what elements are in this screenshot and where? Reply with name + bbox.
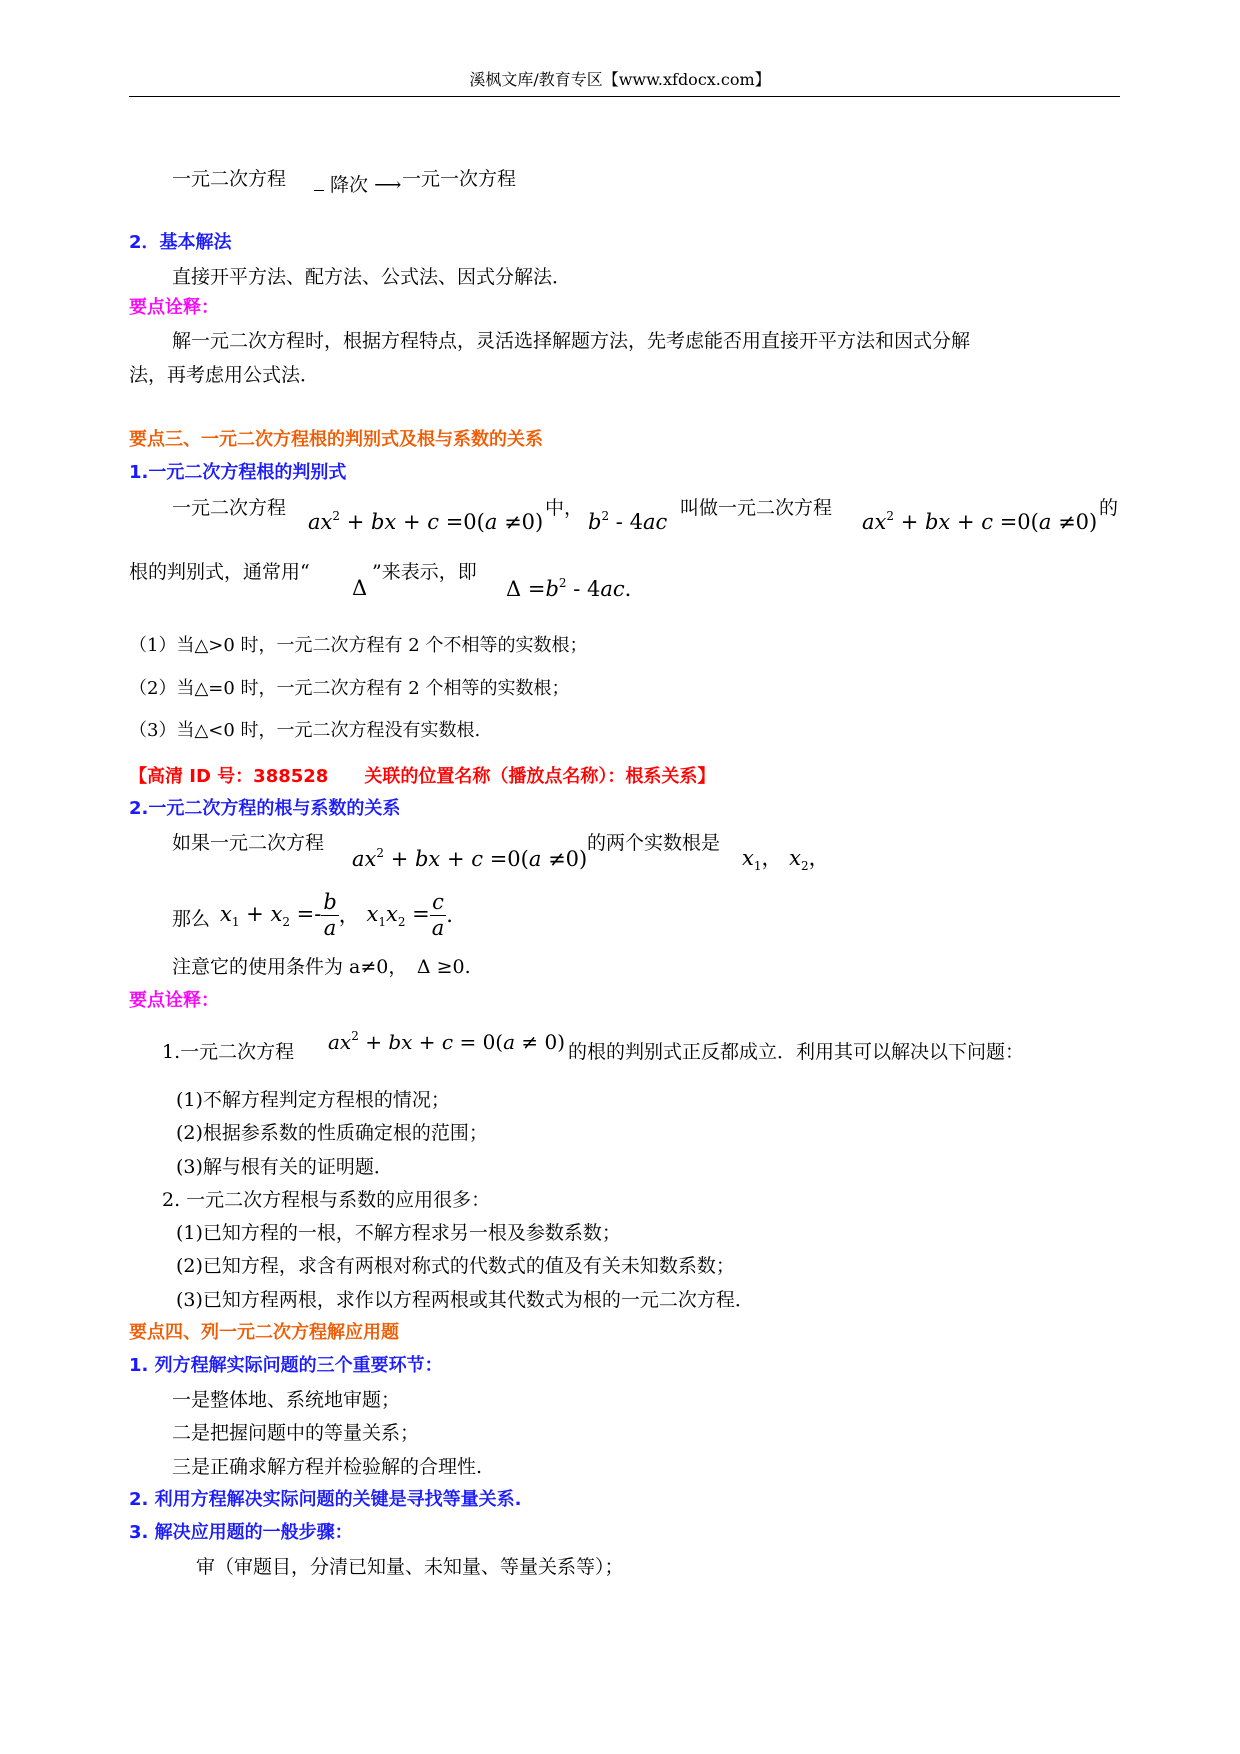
section4-sub2: 2. 利用方程解决实际问题的关键是寻找等量关系. [129, 1489, 522, 1510]
delta-symbol: Δ [352, 576, 368, 600]
header-divider [129, 96, 1120, 97]
basic-methods-text: 直接开平方法、配方法、公式法、因式分解法． [172, 266, 572, 288]
discriminant-expression: $b^2 - 4ac$ [588, 509, 668, 534]
vieta-para-b: 的两个实数根是 [587, 832, 721, 854]
discriminant-para2-a: 根的判别式，通常用“ [129, 561, 310, 583]
note1-line1: 解一元二次方程时，根据方程特点，灵活选择解题方法，先考虑能否用直接开平方法和因式分解 [172, 330, 971, 352]
discriminant-para1-d: 的 [1099, 497, 1119, 519]
roots-x1-x2: $x_1$， $x_2$， [742, 846, 830, 873]
case-zero: （2）当△=0 时，一元二次方程有 2 个相等的实数根； [129, 678, 570, 699]
page-header: 溪枫文库/教育专区【www.xfdocx.com】 [469, 70, 771, 89]
basic-methods-heading: 2．基本解法 [129, 232, 232, 253]
solve-step-review: 审（审题目，分清已知量、未知量、等量关系等）； [196, 1556, 624, 1578]
reduction-right: 一元一次方程 [402, 168, 517, 190]
vieta-then: 那么 [172, 908, 211, 930]
note2-item1-s3: (3)解与根有关的证明题． [176, 1156, 393, 1178]
reduction-arrow [314, 176, 401, 195]
section3-sub2: 2.一元二次方程的根与系数的关系 [129, 798, 401, 819]
note2-item1-s1: (1)不解方程判定方程根的情况； [176, 1089, 450, 1111]
note2-item1-b: 的根的判别式正反都成立．利用其可以解决以下问题： [568, 1041, 1025, 1063]
section3-heading: 要点三、一元二次方程根的判别式及根与系数的关系 [129, 429, 543, 450]
reduction-left: 一元二次方程 [172, 168, 287, 190]
quadratic-equation-formula-4: $ax^2$ + bx + c = 0(a ≠ 0) [328, 1029, 566, 1054]
discriminant-para2-b: ”来表示，即 [372, 561, 477, 583]
section4-step-2: 二是把握问题中的等量关系； [172, 1422, 420, 1444]
vieta-para-a: 如果一元二次方程 [172, 832, 325, 854]
case-negative: （3）当△<0 时，一元二次方程没有实数根. [129, 720, 481, 741]
note1-heading: 要点诠释： [129, 297, 219, 318]
discriminant-para1-a: 一元二次方程 [172, 497, 287, 519]
note2-item1-s2: (2)根据参系数的性质确定根的范围； [176, 1122, 488, 1144]
note2-item2: 2. 一元二次方程根与系数的应用很多： [162, 1189, 491, 1211]
note2-item2-s1: (1)已知方程的一根，不解方程求另一根及参数系数； [176, 1222, 621, 1244]
section4-step-3: 三是正确求解方程并检验解的合理性. [172, 1456, 483, 1478]
note2-item2-s3: (3)已知方程两根，求作以方程两根或其代数式为根的一元二次方程． [176, 1289, 754, 1311]
note1-line2: 法，再考虑用公式法． [129, 364, 320, 386]
case-positive: （1）当△>0 时，一元二次方程有 2 个不相等的实数根； [129, 635, 588, 656]
discriminant-para1-b: 中， [545, 497, 584, 519]
section4-step-1: 一是整体地、系统地审题； [172, 1389, 401, 1411]
section4-sub1: 1. 列方程解实际问题的三个重要环节： [129, 1355, 443, 1376]
hd-video-tag: 【高清 ID 号：388528 关联的位置名称（播放点名称）：根系关系】 [129, 766, 716, 787]
note2-heading: 要点诠释： [129, 990, 219, 1011]
discriminant-para1-c: 叫做一元二次方程 [680, 497, 833, 519]
arrow-right-icon: ⟶ [374, 174, 402, 196]
note2-item2-s2: (2)已知方程，求含有两根对称式的代数式的值及有关未知数系数； [176, 1255, 735, 1277]
section3-sub1: 1.一元二次方程根的判别式 [129, 462, 347, 483]
quadratic-equation-formula: $ax^2$ + bx + c =0(a ≠0) [308, 509, 544, 534]
section4-sub3: 3. 解决应用题的一般步骤： [129, 1522, 353, 1543]
quadratic-equation-formula-3: $ax^2$ + bx + c =0(a ≠0) [352, 846, 588, 871]
vieta-condition: 注意它的使用条件为 a≠0， Δ ≥0. [172, 956, 471, 978]
discriminant-definition: $\Delta =b^2 - 4ac$. [506, 576, 632, 601]
vieta-formulas: $x_1 + x_2$ =- $\frac{b}{a}$ ， $x_1x_2$ = $\frac{c}{a}$ . [220, 890, 453, 941]
note2-item1-a: 1.一元二次方程 [162, 1041, 295, 1063]
section4-heading: 要点四、列一元二次方程解应用题 [129, 1322, 399, 1343]
quadratic-equation-formula-2: $ax^2$ + bx + c =0(a ≠0) [862, 509, 1098, 534]
reduction-arrow-label: 降次 [330, 174, 369, 196]
